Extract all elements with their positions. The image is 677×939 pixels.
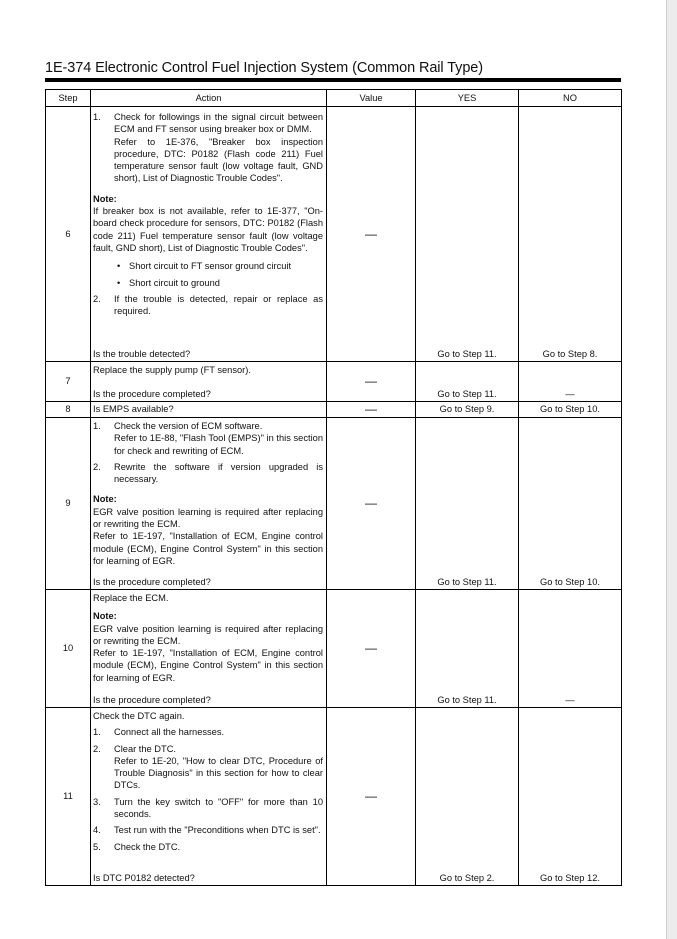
action-cell [91,107,327,362]
item-text: Test run with the "Preconditions when DTC is set". [114,825,321,836]
step-number: 7 [46,362,91,402]
item-number: 5. [93,841,101,852]
no-result: Go to Step 12. [519,708,622,886]
step-question: Is the procedure completed? [93,576,211,587]
item-text: Check the version of ECM software. [114,421,263,431]
value-cell: — [327,590,416,708]
step-number: 9 [46,418,91,590]
item-text: Connect all the harnesses. [114,727,225,738]
note-reference: Refer to 1E-197, "Installation of ECM, Engine control module (ECM), Engine Control System" in this section for learning of EGR. [93,531,323,566]
action-cell [91,590,327,708]
list-item [93,796,323,821]
table-row [46,362,622,402]
yes-result: Go to Step 9. [416,402,519,418]
table-row [46,418,622,590]
note-label: Note: [93,193,117,204]
action-cell [91,418,327,590]
yes-result: Go to Step 11. [416,107,519,362]
item-text: Clear the DTC. [114,743,176,754]
vertical-scrollbar[interactable] [667,0,677,939]
item-number: 3. [93,796,101,807]
step-question: Is the procedure completed? [93,694,211,705]
list-item [93,726,323,738]
no-result: Go to Step 10. [519,418,622,590]
column-header-value: Value [327,90,416,107]
item-number: 4. [93,825,101,836]
table-row [46,708,622,886]
bullet-item [93,277,323,289]
value-cell: — [327,418,416,590]
column-header-step: Step [46,90,91,107]
action-text: Replace the supply pump (FT sensor). [93,365,251,375]
list-item [93,824,323,836]
item-reference: Refer to 1E-88, "Flash Tool (EMPS)" in this section for check and rewriting of ECM. [114,433,323,456]
value-cell: — [327,402,416,418]
item-text: Rewrite the software if version upgraded is necessary. [114,461,323,485]
value-cell: — [327,107,416,362]
step-number: 6 [46,107,91,362]
bullet-mark: • [117,277,121,288]
yes-result: Go to Step 11. [416,590,519,708]
note-label: Note: [93,611,117,622]
bullet-mark: • [117,261,121,272]
item-reference: Refer to 1E-376, "Breaker box inspection procedure, DTC: P0182 (Flash code 211) Fuel temperature sensor fault (low voltage fault, GND short), List of Diagnostic Trouble Codes". [114,136,323,184]
bullet-text: Short circuit to FT sensor ground circuit [129,261,292,272]
item-text: Check the DTC. [114,841,181,852]
action-intro: Check the DTC again. [93,711,185,721]
step-question: Is the trouble detected? [93,348,191,359]
column-header-no: NO [519,90,622,107]
item-text: If the trouble is detected, repair or replace as required. [114,293,323,317]
list-item [93,420,323,457]
action-text: Replace the ECM. [93,593,169,603]
list-item [93,461,323,486]
step-number: 11 [46,708,91,886]
bullet-item [93,260,323,272]
yes-result: Go to Step 11. [416,362,519,402]
table-row [46,107,622,362]
column-header-action: Action [91,90,327,107]
no-result: Go to Step 8. [519,107,622,362]
action-text: Is EMPS available? [91,402,327,418]
title-rule [45,78,621,82]
step-number: 8 [46,402,91,418]
action-cell [91,362,327,402]
bullet-text: Short circuit to ground [129,277,220,288]
list-item [93,743,323,792]
item-number: 1. [93,421,101,431]
no-result: Go to Step 10. [519,402,622,418]
note-reference: Refer to 1E-197, "Installation of ECM, Engine control module (ECM), Engine Control System" in this section for learning of EGR. [93,648,323,683]
step-question: Is DTC P0182 detected? [93,872,195,883]
item-number: 1. [93,727,101,738]
table-row [46,402,622,418]
yes-result: Go to Step 2. [416,708,519,886]
step-number: 10 [46,590,91,708]
item-reference: Refer to 1E-20, "How to clear DTC, Procedure of Trouble Diagnosis" in this section for how to clear DTCs. [114,755,323,791]
table-row [46,590,622,708]
value-cell: — [327,708,416,886]
yes-result: Go to Step 11. [416,418,519,590]
page-title: 1E-374 Electronic Control Fuel Injection System (Common Rail Type) [45,60,483,76]
diagnosis-table [45,89,622,886]
item-text: Check for followings in the signal circuit between ECM and FT sensor using breaker box or DMM. [114,112,323,135]
no-result: — [519,590,622,708]
note-text: EGR valve position learning is required after replacing or rewriting the ECM. [93,623,323,646]
item-number: 1. [93,112,101,122]
note-text: EGR valve position learning is required after replacing or rewriting the ECM. [93,506,323,530]
note-label: Note: [93,494,117,505]
item-text: Turn the key switch to "OFF" for more than 10 seconds. [114,796,323,820]
list-item [93,841,323,853]
list-item [93,111,323,185]
table-header-row [46,90,622,107]
list-item [93,293,323,318]
item-number: 2. [93,461,101,472]
item-number: 2. [93,743,101,754]
value-cell: — [327,362,416,402]
item-number: 2. [93,293,101,304]
step-question: Is the procedure completed? [93,388,211,399]
action-cell [91,708,327,886]
no-result: — [519,362,622,402]
note-text: If breaker box is not available, refer to 1E-377, "On-board check procedure for sensors, DTC: P0182 (Flash code 211) Fuel temperature sensor fault (low voltage fault, GND short), List of Diagnostic Trouble Codes". [93,206,323,253]
column-header-yes: YES [416,90,519,107]
